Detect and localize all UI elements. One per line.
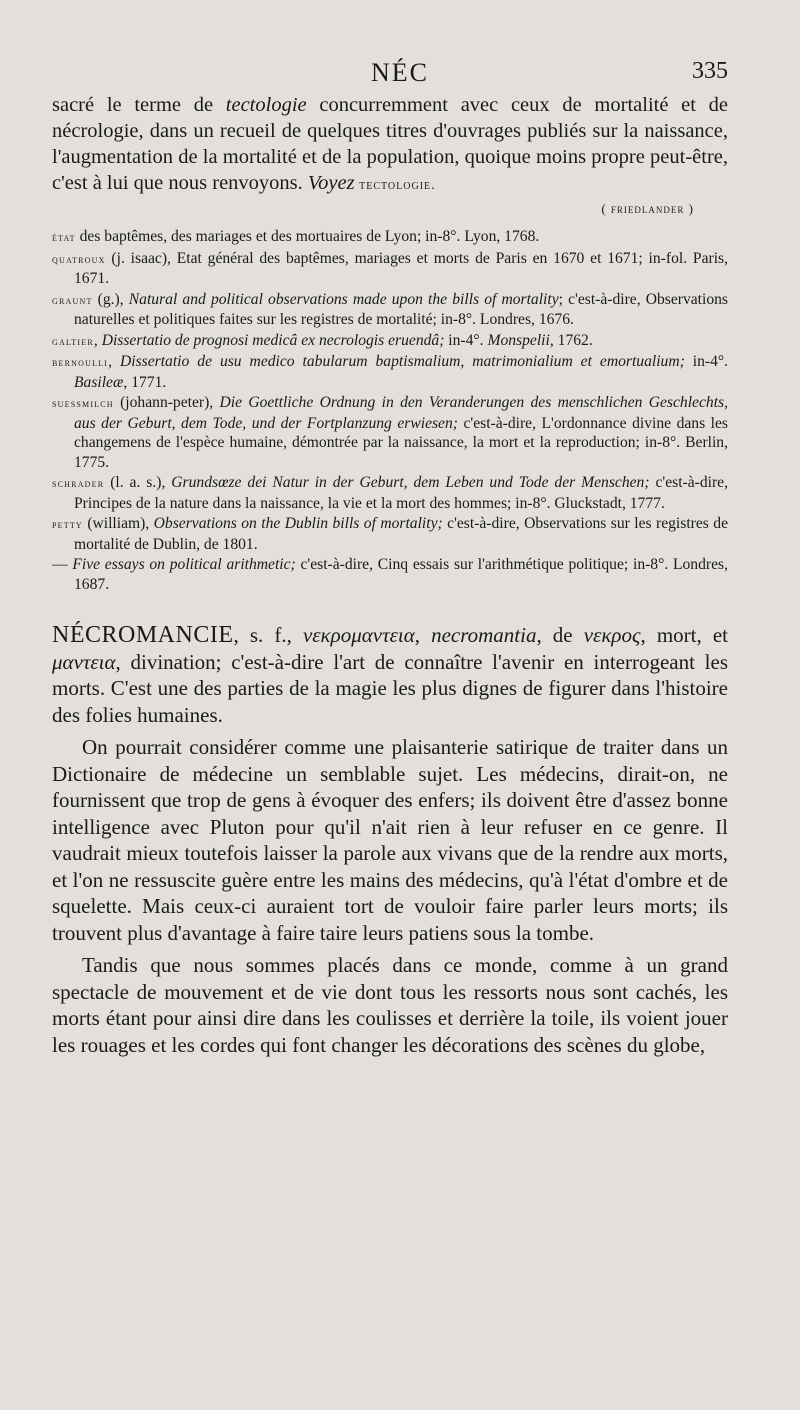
bib-author: graunt	[52, 292, 93, 307]
bib-pre: (g.),	[92, 290, 129, 308]
page-number: 335	[692, 58, 728, 84]
bib-dash: —	[52, 556, 68, 573]
bib-author: schrader	[52, 476, 105, 490]
bib-author: petty	[52, 517, 83, 531]
see-target: tectologie.	[354, 178, 436, 193]
bib-tail: , 1771.	[123, 373, 167, 391]
bib-author: quatroux	[52, 251, 106, 266]
bib-title: Die Goettliche Ordnung in den Veranderungen des menschlichen Geschlechts, aus der Geburt, dem Tode, und der Fortplanzung erwiesen;	[74, 394, 728, 432]
bib-pre: (william),	[82, 515, 154, 532]
bib-rest: (j. isaac), Etat général des baptêmes, mariages et morts de Paris en 1670 et 1671; in-fol. Paris, 1671.	[74, 249, 728, 287]
bib-title: Dissertatio de prognosi medicâ ex necrologis eruendâ;	[101, 331, 445, 349]
headword: NÉCROMANCIE	[52, 622, 234, 648]
bib-entry	[52, 290, 728, 330]
bib-rest: in-4°.	[684, 353, 729, 370]
bib-rest: in-4°.	[444, 331, 488, 349]
separator: , de	[536, 623, 584, 647]
greek-root: νεκρος	[583, 623, 641, 647]
bib-title: Dissertatio de usu medico tabularum baptismalium, matrimonialium et emortualium;	[120, 353, 685, 370]
bib-entry	[52, 555, 728, 594]
bib-pre: ,	[108, 353, 120, 370]
greek-root: μαντεια	[52, 649, 116, 674]
bib-title: Natural and political observations made upon the bills of mortality	[128, 290, 559, 308]
grammar-label: , s. f.,	[233, 623, 303, 647]
bib-entry	[52, 249, 728, 289]
bib-rest: ; c'est-à-dire, Observations naturelles et politiques faites sur les registres de mortalité; in-8°. Londres, 1676.	[74, 290, 729, 328]
bib-author: bernoulli	[52, 355, 109, 369]
running-head: NÉC	[371, 58, 429, 87]
bib-rest: c'est-à-dire, Cinq essais sur l'arithmétique politique; in-8°. Londres, 1687.	[74, 556, 728, 593]
bib-rest: c'est-à-dire, L'ordonnance divine dans les changemens de l'espèce humaine, démontrée par la naissance, la mort et la reproduction; in-8°. Berlin, 1775.	[74, 414, 728, 471]
bib-rest: des baptêmes, des mariages et des mortuaires de Lyon; in-8°. Lyon, 1768.	[75, 228, 540, 245]
bibliography	[52, 227, 728, 594]
bib-title: Five essays on political arithmetic;	[72, 556, 296, 573]
see-label: Voyez	[307, 172, 355, 194]
bib-tail: , 1762.	[549, 331, 593, 349]
author-signature: ( friedlander )	[601, 201, 694, 216]
article-paragraph: On pourrait considérer comme une plaisanterie satirique de traiter dans un Dictionaire de médecine un semblable sujet. Les médecins, dirait-on, ne fournissent que trop de gens à évoquer des enfers; ils doivent être d'assez bonne intelligence avec Pluton pour qu'il n'ait rien à leur refuser en ce genre. Il vaudrait mieux toutefois laisser la parole aux vivans que de la rendre aux morts, et l'on ne ressuscite guère entre les mains des médecins, qu'à l'état d'ombre et de squelette. Mais ceux-ci auraient tort de vouloir faire parler leurs morts; ils trouvent plus d'avantage à faire taire leurs patiens sous la tombe.	[52, 735, 728, 945]
page-body	[52, 92, 728, 1058]
greek-term: νεκρομαντεια	[302, 623, 415, 647]
bib-author: suessmilch	[52, 396, 114, 410]
separator: ,	[414, 623, 432, 647]
bib-title: Observations on the Dublin bills of mortality;	[153, 515, 443, 532]
intro-paragraph	[52, 92, 728, 199]
bib-pre: (l. a. s.),	[104, 474, 172, 491]
gloss: , divination; c'est-à-dire l'art de connaître l'avenir en interrogeant les morts. C'est une des parties de la magie les plus dignes de figurer dans l'histoire des folies humaines.	[52, 649, 728, 727]
bib-entry	[52, 514, 728, 554]
bib-place: Monspelii	[487, 331, 550, 349]
bib-title: Grundsœze dei Natur in der Geburt, dem Leben und Tode der Menschen;	[171, 474, 650, 491]
bib-pre: (johann-peter),	[113, 394, 220, 411]
bib-entry	[52, 352, 728, 392]
bib-author: galtier	[52, 333, 94, 348]
bib-place: Basileæ	[74, 373, 124, 391]
bib-rest: c'est-à-dire, Principes de la nature dans la naissance, la vie et la mort des hommes; in-8°. Gluckstadt, 1777.	[74, 474, 728, 512]
intro-text-2: concurremment avec ceux de mortalité et de nécrologie, dans un recueil de quelques titres d'ouvrages publiés sur la naissance, l'augmentation de la mortalité et de la population, quoique moins propre peut-être, c'est à lui que nous renvoyons.	[52, 94, 729, 194]
bib-entry	[52, 331, 728, 352]
bib-entry	[52, 227, 728, 248]
latin-term: necromantia	[431, 623, 537, 647]
gloss: , mort, et	[640, 623, 728, 647]
intro-text-1: sacré le terme de	[52, 94, 226, 116]
article-paragraph: Tandis que nous sommes placés dans ce monde, comme à un grand spectacle de mouvement et de vie dont tous les ressorts nous sont cachés, les morts étant pour ainsi dire dans les coulisses et derrière la toile, ils voient jouer les rouages et les cordes qui font changer les décorations des scènes du globe,	[52, 953, 728, 1057]
bib-entry	[52, 473, 728, 513]
bib-author: état	[52, 230, 76, 244]
bib-pre: ,	[93, 331, 102, 349]
article-first-paragraph	[52, 622, 728, 728]
page-header	[0, 58, 800, 92]
bib-rest: c'est-à-dire, Observations sur les registres de mortalité de Dublin, de 1801.	[74, 515, 728, 553]
bib-entry	[52, 393, 728, 472]
intro-term: tectologie	[225, 94, 307, 116]
